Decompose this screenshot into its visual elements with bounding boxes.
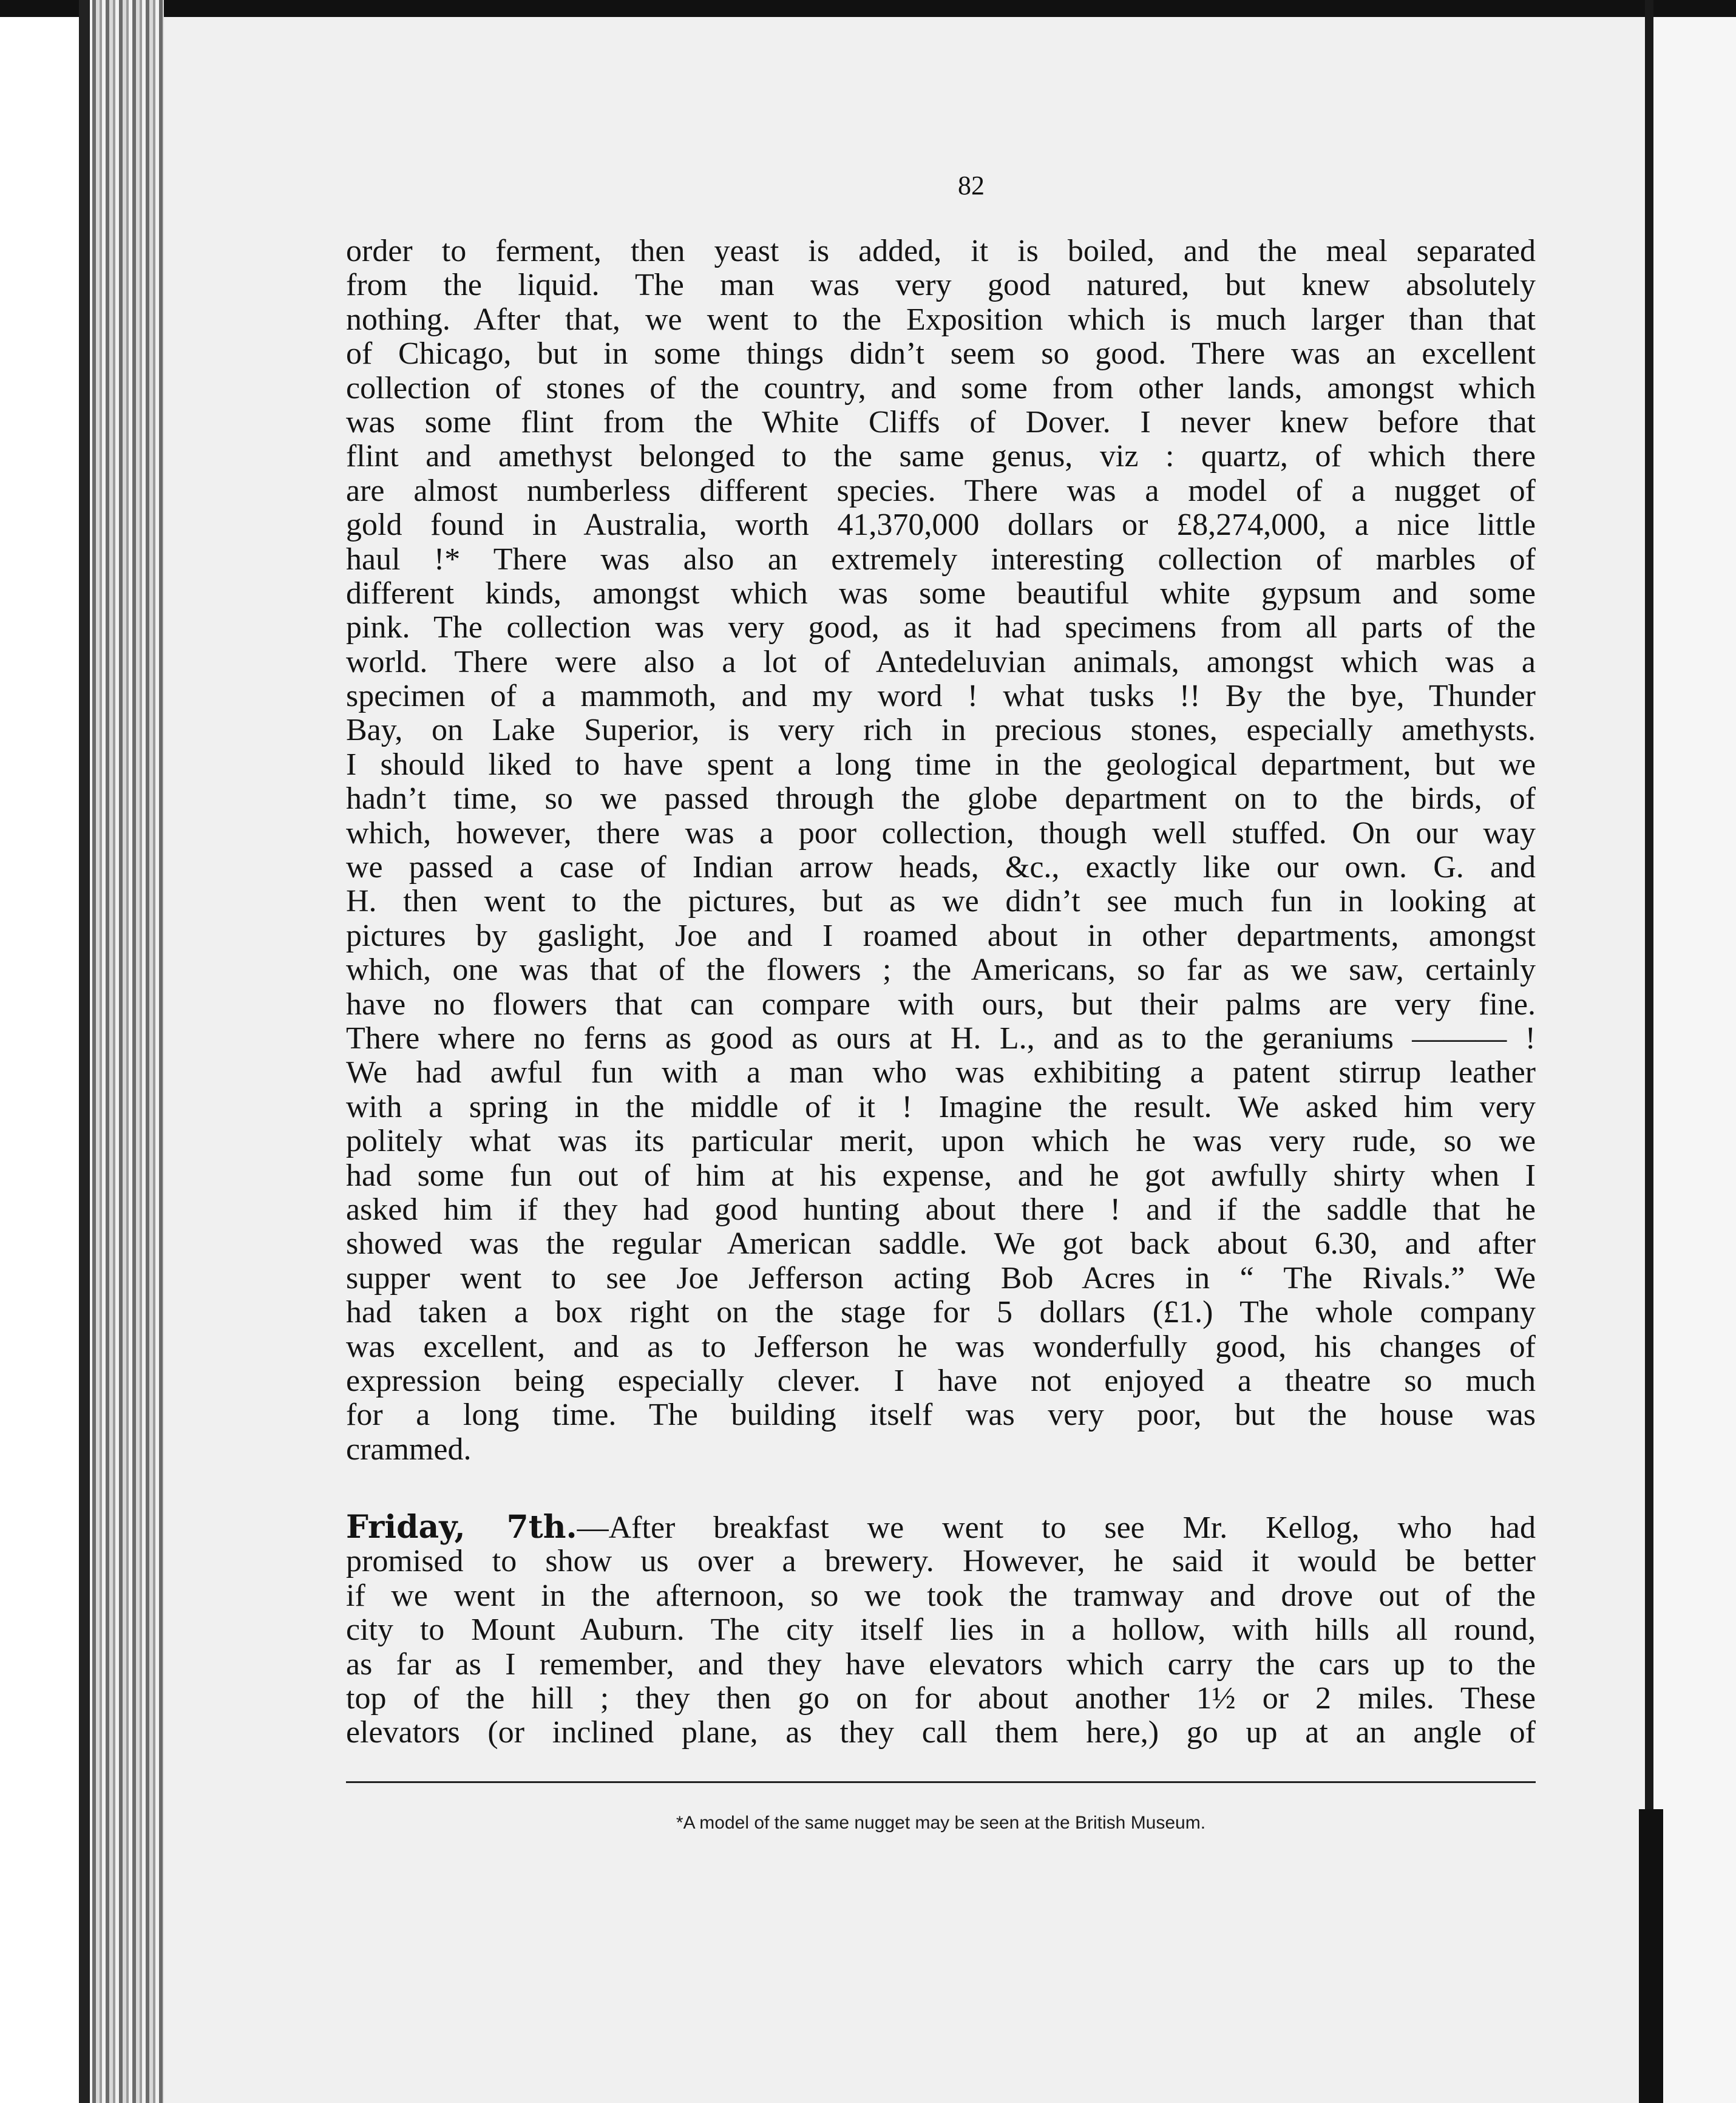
paragraph-friday [346, 1510, 1536, 1750]
text-line [346, 1510, 1536, 1544]
text-line: H. then went to the pictures, but as we didn’t see much fun in looking at [346, 884, 1536, 919]
friday-first-line: —After breakfast we went to see Mr. Kellog, who had [577, 1510, 1536, 1546]
text-line: promised to show us over a brewery. However, he said it would be better [346, 1544, 1536, 1579]
page-gutter [1645, 0, 1653, 2103]
text-line: top of the hill ; they then go on for about another 1½ or 2 miles. These [346, 1681, 1536, 1716]
text-line: had some fun out of him at his expense, and he got awfully shirty when I [346, 1158, 1536, 1193]
binding-shadow [79, 0, 90, 2103]
text-line: with a spring in the middle of it ! Imagine the result. We asked him very [346, 1089, 1536, 1124]
text-line: which, however, there was a poor collection, though well stuffed. On our way [346, 815, 1536, 851]
text-line: from the liquid. The man was very good natured, but knew absolutely [346, 268, 1536, 303]
text-line: which, one was that of the flowers ; the Americans, so far as we saw, certainly [346, 953, 1536, 988]
text-line: expression being especially clever. I have not enjoyed a theatre so much [346, 1363, 1536, 1398]
paragraph-gap [346, 1467, 1536, 1510]
text-line: pictures by gaslight, Joe and I roamed about in other departments, amongst [346, 918, 1536, 953]
text-line: was some flint from the White Cliffs of Dover. I never knew before that [346, 404, 1536, 440]
text-line: we passed a case of Indian arrow heads, &c., exactly like our own. G. and [346, 850, 1536, 885]
text-line: pink. The collection was very good, as it had specimens from all parts of the [346, 610, 1536, 645]
text-line: order to ferment, then yeast is added, it is boiled, and the meal separated [346, 234, 1536, 268]
paragraph-exposition [346, 234, 1536, 1467]
text-line: nothing. After that, we went to the Exposition which is much larger than that [346, 302, 1536, 337]
page-number: 82 [958, 171, 985, 200]
text-line: specimen of a mammoth, and my word ! what tusks !! By the bye, Thunder [346, 679, 1536, 714]
text-line: flint and amethyst belonged to the same genus, viz : quartz, of which there [346, 439, 1536, 474]
text-line: have no flowers that can compare with ours, but their palms are very fine. [346, 987, 1536, 1022]
text-line: We had awful fun with a man who was exhibiting a patent stirrup leather [346, 1055, 1536, 1090]
text-line: politely what was its particular merit, upon which he was very rude, so we [346, 1124, 1536, 1159]
text-line: hadn’t time, so we passed through the globe department on to the birds, of [346, 781, 1536, 817]
text-line: There where no ferns as good as ours at H. L., and as to the geraniums ——— ! [346, 1021, 1536, 1056]
body-text [346, 234, 1536, 1750]
facing-page-edge [1653, 17, 1736, 2103]
text-line: world. There were also a lot of Antedeluvian animals, amongst which was a [346, 644, 1536, 679]
text-line: had taken a box right on the stage for 5 dollars (£1.) The whole company [346, 1295, 1536, 1330]
text-line: asked him if they had good hunting about there ! and if the saddle that he [346, 1192, 1536, 1227]
text-line: haul !* There was also an extremely interesting collection of marbles of [346, 542, 1536, 577]
friday-heading: Friday, 7th. [346, 1509, 577, 1546]
text-line: as far as I remember, and they have elevators which carry the cars up to the [346, 1646, 1536, 1682]
gutter-shadow [1639, 1809, 1663, 2103]
text-line: city to Mount Auburn. The city itself lies in a hollow, with hills all round, [346, 1612, 1536, 1648]
text-line: Bay, on Lake Superior, is very rich in precious stones, especially amethysts. [346, 713, 1536, 748]
text-line: different kinds, amongst which was some beautiful white gypsum and some [346, 576, 1536, 611]
text-line: was excellent, and as to Jefferson he was wonderfully good, his changes of [346, 1329, 1536, 1364]
text-line: I should liked to have spent a long time in the geological department, but we [346, 747, 1536, 782]
text-line: showed was the regular American saddle. We got back about 6.30, and after [346, 1226, 1536, 1262]
book-binding-edge [79, 0, 164, 2103]
top-shadow [0, 0, 1736, 17]
footnote: *A model of the same nugget may be seen at the British Museum. [676, 1813, 1206, 1833]
text-line: supper went to see Joe Jefferson acting Bob Acres in “ The Rivals.” We [346, 1260, 1536, 1296]
text-line: elevators (or inclined plane, as they call them here,) go up at an angle of [346, 1715, 1536, 1750]
footnote-rule [346, 1781, 1536, 1783]
text-line: gold found in Australia, worth 41,370,000 dollars or £8,274,000, a nice little [346, 508, 1536, 543]
text-line: crammed. [346, 1432, 472, 1467]
text-line: if we went in the afternoon, so we took the tramway and drove out of the [346, 1578, 1536, 1613]
text-line: collection of stones of the country, and some from other lands, amongst which [346, 370, 1536, 406]
text-line: of Chicago, but in some things didn’t seem so good. There was an excellent [346, 336, 1536, 372]
text-line: for a long time. The building itself was very poor, but the house was [346, 1398, 1536, 1433]
text-line: are almost numberless different species. There was a model of a nugget of [346, 473, 1536, 508]
